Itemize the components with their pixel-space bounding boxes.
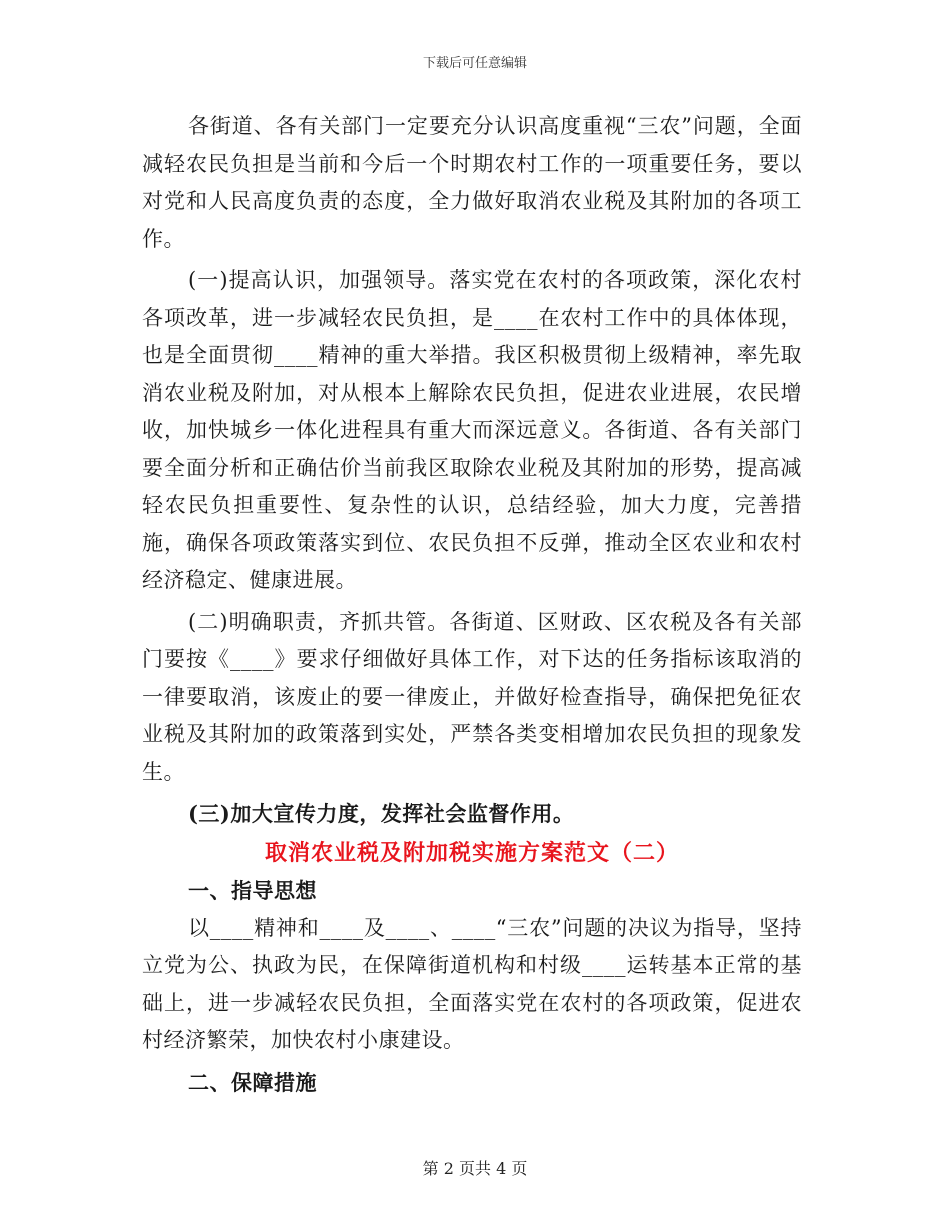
document-title-part-2: 取消农业税及附加税实施方案范文（二） [264, 839, 679, 866]
paragraph-section-2: (二)明确职责，齐抓共管。各街道、区财政、区农税及各有关部门要按《____》要求仔细做好具体工作，对下达的任务指标该取消的一律要取消，该废止的要一律废止，并做好检查指导，确保把免征农业税及其附加的政策落到实处，严禁各类变相增加农民负担的现象发生。 [142, 609, 802, 784]
heading-safeguard-measures: 二、保障措施 [188, 1069, 317, 1095]
page-footer-number: 第 2 页共 4 页 [422, 1159, 528, 1178]
paragraph-guiding-ideology: 以____精神和____及____、____“三农”问题的决议为指导，坚持立党为公、执政为民，在保障街道机构和村级____运转基本正常的基础上，进一步减轻农民负担，全面落实党在农村的各项政策，促进农村经济繁荣，加快农村小康建设。 [142, 915, 802, 1052]
paragraph-section-3-heading: (三)加大宣传力度，发挥社会监督作用。 [188, 801, 575, 826]
paragraph-section-1: (一)提高认识，加强领导。落实党在农村的各项政策，深化农村各项改革，进一步减轻农民负担，是____在农村工作中的具体体现，也是全面贯彻____精神的重大举措。我区积极贯彻上级精神，率先取消农业税及附加，对从根本上解除农民负担，促进农业进展，农民增收，加快城乡一体化进程具有重大而深远意义。各街道、各有关部门要全面分析和正确估价当前我区取除农业税及其附加的形势，提高减轻农民负担重要性、复杂性的认识，总结经验，加大力度，完善措施，确保各项政策落实到位、农民负担不反弹，推动全区农业和农村经济稳定、健康进展。 [142, 268, 802, 592]
heading-guiding-ideology: 一、指导思想 [188, 878, 317, 903]
paragraph-intro: 各街道、各有关部门一定要充分认识高度重视“三农”问题，全面减轻农民负担是当前和今后一个时期农村工作的一项重要任务，要以对党和人民高度负责的态度，全力做好取消农业税及其附加的各项工作。 [142, 114, 802, 251]
page-header-note: 下载后可任意编辑 [422, 56, 527, 71]
document-body [142, 108, 802, 1101]
